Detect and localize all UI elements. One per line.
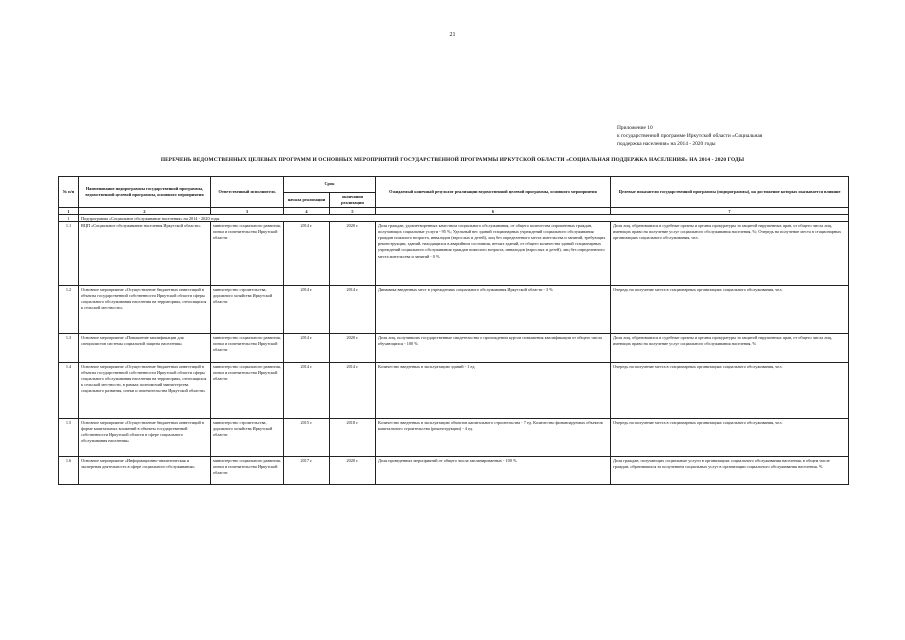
header-term: Срок (284, 177, 376, 193)
row-executor: министерство социального развития, опеки и попечительства Иркутской области (211, 334, 284, 363)
row-name: Основное мероприятие «Информационно-аналитическая и экспертная деятельность в сфере социального обслуживания» (79, 457, 211, 485)
row-executor: министерство строительства, дорожного хозяйства Иркутской области (211, 419, 284, 457)
row-num: 1.1 (59, 222, 79, 286)
appendix-line-1: Приложение 10 (617, 125, 653, 131)
row-indicators: Очередь на получение места в стационарных организациях социального обслуживания, чел. (611, 363, 849, 419)
row-end: 2014 г. (330, 363, 376, 419)
row-executor: министерство социального развития, опеки и попечительства Иркутской области (211, 363, 284, 419)
row-executor: министерство социального развития, опеки и попечительства Иркутской области (211, 457, 284, 485)
row-num: 1.3 (59, 334, 79, 363)
subprogram-num: 1 (59, 215, 79, 222)
column-number: 6 (376, 208, 611, 215)
appendix-line-2: к государственной программе Иркутской области «Социальная (617, 133, 763, 139)
table-row (59, 419, 849, 457)
row-indicators: Доля граждан, получающих социальные услуги в организациях социального обслуживания населения, в общем числе граждан, обратившихся за получением социальных услуг в организации социального обслуживания населения, % (611, 457, 849, 485)
column-number: 3 (211, 208, 284, 215)
row-num: 1.4 (59, 363, 79, 419)
row-start: 2015 г. (284, 419, 330, 457)
row-name: Основное мероприятие «Осуществление бюджетных инвестиций в объекты государственной собственности Иркутской области сферы социального обслуживания населения на территориях, относящихся к сельской местности, в рамках полномочий министерства социального развития, опеки и попечительства Иркутской области» (79, 363, 211, 419)
row-num: 1.6 (59, 457, 79, 485)
row-end: 2020 г. (330, 222, 376, 286)
page-number: 21 (449, 32, 456, 38)
row-result: Динамика введенных мест в учреждениях социального обслуживания Иркутской области - 3 % (376, 286, 611, 334)
column-number: 5 (330, 208, 376, 215)
row-end: 2020 г. (330, 457, 376, 485)
row-executor: министерство строительства, дорожного хозяйства Иркутской области (211, 286, 284, 334)
row-indicators: Очередь на получение места в стационарных организациях социального обслуживания, чел. (611, 419, 849, 457)
header-name: Наименование подпрограммы государственной программы, ведомственной целевой программы, основного мероприятия (79, 177, 211, 208)
table-row (59, 363, 849, 419)
header-result: Ожидаемый конечный результат реализации ведомственной целевой программы, основного мероприятия (376, 177, 611, 208)
column-numbers-row (59, 208, 849, 215)
table-row (59, 457, 849, 485)
subprogram-row (59, 215, 849, 222)
header-start: начала реализации (284, 193, 330, 208)
row-start: 2014 г. (284, 363, 330, 419)
table-row (59, 286, 849, 334)
appendix-line-3: поддержка населения» на 2014 - 2020 годы (617, 141, 716, 147)
column-number: 4 (284, 208, 330, 215)
row-result: Количество введенных в эксплуатацию зданий - 1 ед. (376, 363, 611, 419)
column-number: 1 (59, 208, 79, 215)
row-num: 1.2 (59, 286, 79, 334)
header-indicators: Целевые показатели государственной программы (подпрограммы), на достижение которых оказывается влияние (611, 177, 849, 208)
row-name: Основное мероприятие «Осуществление бюджетных инвестиций в форме капитальных вложений в объекты государственной собственности Иркутской области в сфере социального обслуживания населения» (79, 419, 211, 457)
row-num: 1.5 (59, 419, 79, 457)
row-end: 2018 г. (330, 419, 376, 457)
table-row (59, 222, 849, 286)
row-end: 2020 г. (330, 334, 376, 363)
row-executor: министерство социального развития, опеки и попечительства Иркутской области (211, 222, 284, 286)
column-number: 7 (611, 208, 849, 215)
row-result: Доля граждан, удовлетворенных качеством социального обслуживания, от общего количества опрошенных граждан, получающих социальные услуги - 95 %; Удельный вес зданий стационарных учреждений социального обслуживания граждан пожилого возраста, инвалидов (взрослых и детей), лиц без определенного места жительства и занятий, требующих реконструкции, зданий, находящихся в аварийном состоянии, ветхих зданий, от общего количества зданий стационарных учреждений социального обслуживания граждан пожилого возраста, инвалидов (взрослых и детей), лиц без определенного места жительства и занятий - 0 % (376, 222, 611, 286)
row-name: Основное мероприятие «Повышение квалификации для специалистов системы социальной защиты населения» (79, 334, 211, 363)
header-executor: Ответственный исполнитель (211, 177, 284, 208)
row-result: Доля проведенных мероприятий от общего числа запланированных - 100 % (376, 457, 611, 485)
row-name: ВЦП «Социальное обслуживание населения Иркутской области» (79, 222, 211, 286)
row-indicators: Доля лиц, обратившихся в судебные органы и органы прокуратуры за защитой нарушенных прав, от общего числа лиц, имеющих право на получение услуг социального обслуживания населения, %; Очередь на получение места в стационарных организациях социального обслуживания, чел. (611, 222, 849, 286)
row-end: 2014 г. (330, 286, 376, 334)
row-result: Доля лиц, получивших государственные свидетельства о прохождении курсов повышения квалификации от общего числа обучающихся - 100 % (376, 334, 611, 363)
row-start: 2017 г. (284, 457, 330, 485)
subprogram-name: Подпрограмма «Социальное обслуживание населения» на 2014 - 2020 годы (79, 215, 849, 222)
header-end: окончания реализации (330, 193, 376, 208)
appendix-caption (617, 124, 847, 148)
document-title: ПЕРЕЧЕНЬ ВЕДОМСТВЕННЫХ ЦЕЛЕВЫХ ПРОГРАММ И ОСНОВНЫХ МЕРОПРИЯТИЙ ГОСУДАРСТВЕННОЙ ПРОГРАММЫ ИРКУТСКОЙ ОБЛАСТИ «СОЦИАЛЬНАЯ ПОДДЕРЖКА НАСЕЛЕНИЯ» НА 2014 - 2020 ГОДЫ (160, 157, 745, 163)
column-number: 2 (79, 208, 211, 215)
programs-table (58, 176, 849, 485)
row-name: Основное мероприятие «Осуществление бюджетных инвестиций в объекты государственной собственности Иркутской области сферы социального обслуживания населения на территориях, относящихся к сельской местности» (79, 286, 211, 334)
row-indicators: Доля лиц, обратившихся в судебные органы и органы прокуратуры за защитой нарушенных прав, от общего числа лиц, имеющих право на получение услуг социального обслуживания населения, % (611, 334, 849, 363)
row-result: Количество введенных в эксплуатацию объектов капитального строительства - 7 ед. Количество финансируемых объектов капитального строительства (реконструкции) - 4 ед. (376, 419, 611, 457)
row-start: 2014 г. (284, 334, 330, 363)
table-row (59, 334, 849, 363)
row-start: 2014 г. (284, 286, 330, 334)
header-row-1 (59, 177, 849, 193)
row-indicators: Очередь на получение места в стационарных организациях социального обслуживания, чел. (611, 286, 849, 334)
header-num: № п/п (59, 177, 79, 208)
row-start: 2014 г. (284, 222, 330, 286)
